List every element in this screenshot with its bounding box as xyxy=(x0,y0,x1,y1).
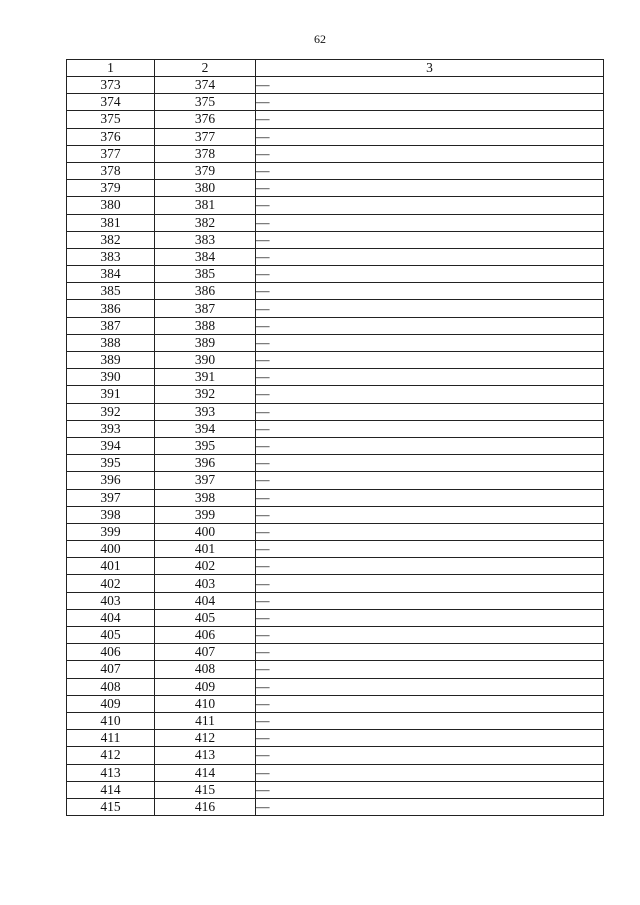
cell-col-1: 374 xyxy=(67,94,155,111)
cell-col-1: 405 xyxy=(67,627,155,644)
cell-col-3: — xyxy=(256,300,604,317)
cell-col-2: 385 xyxy=(155,266,256,283)
cell-col-1: 395 xyxy=(67,455,155,472)
cell-col-3: — xyxy=(256,558,604,575)
table-row xyxy=(67,403,604,420)
table-row xyxy=(67,798,604,815)
table-row xyxy=(67,180,604,197)
cell-col-1: 407 xyxy=(67,661,155,678)
table-row xyxy=(67,369,604,386)
table-row xyxy=(67,111,604,128)
cell-col-3: — xyxy=(256,592,604,609)
cell-col-3: — xyxy=(256,695,604,712)
cell-col-2: 403 xyxy=(155,575,256,592)
cell-col-1: 409 xyxy=(67,695,155,712)
table-row xyxy=(67,455,604,472)
cell-col-1: 373 xyxy=(67,77,155,94)
cell-col-2: 406 xyxy=(155,627,256,644)
cell-col-3: — xyxy=(256,94,604,111)
cell-col-3: — xyxy=(256,575,604,592)
cell-col-3: — xyxy=(256,437,604,454)
cell-col-3: — xyxy=(256,609,604,626)
table-row xyxy=(67,695,604,712)
table-row xyxy=(67,764,604,781)
cell-col-3: — xyxy=(256,489,604,506)
cell-col-1: 397 xyxy=(67,489,155,506)
cell-col-2: 377 xyxy=(155,128,256,145)
page-number: 62 xyxy=(314,32,326,46)
cell-col-2: 382 xyxy=(155,214,256,231)
cell-col-3: — xyxy=(256,644,604,661)
cell-col-1: 380 xyxy=(67,197,155,214)
data-table xyxy=(66,59,604,816)
cell-col-1: 385 xyxy=(67,283,155,300)
table-row xyxy=(67,558,604,575)
cell-col-2: 374 xyxy=(155,77,256,94)
cell-col-3: — xyxy=(256,523,604,540)
table-row xyxy=(67,678,604,695)
cell-col-3: — xyxy=(256,541,604,558)
cell-col-2: 379 xyxy=(155,162,256,179)
table-row xyxy=(67,730,604,747)
cell-col-3: — xyxy=(256,214,604,231)
cell-col-2: 410 xyxy=(155,695,256,712)
cell-col-1: 377 xyxy=(67,145,155,162)
cell-col-1: 412 xyxy=(67,747,155,764)
column-header-3: 3 xyxy=(256,60,604,77)
cell-col-3: — xyxy=(256,798,604,815)
cell-col-2: 414 xyxy=(155,764,256,781)
cell-col-1: 386 xyxy=(67,300,155,317)
table-row xyxy=(67,747,604,764)
cell-col-2: 408 xyxy=(155,661,256,678)
table-row xyxy=(67,523,604,540)
cell-col-2: 405 xyxy=(155,609,256,626)
cell-col-2: 397 xyxy=(155,472,256,489)
cell-col-2: 412 xyxy=(155,730,256,747)
table-row xyxy=(67,712,604,729)
cell-col-2: 380 xyxy=(155,180,256,197)
cell-col-1: 413 xyxy=(67,764,155,781)
table-row xyxy=(67,266,604,283)
table-row xyxy=(67,575,604,592)
table-row xyxy=(67,283,604,300)
cell-col-2: 401 xyxy=(155,541,256,558)
cell-col-3: — xyxy=(256,145,604,162)
cell-col-1: 410 xyxy=(67,712,155,729)
cell-col-3: — xyxy=(256,661,604,678)
cell-col-3: — xyxy=(256,248,604,265)
cell-col-1: 378 xyxy=(67,162,155,179)
cell-col-3: — xyxy=(256,283,604,300)
table-row xyxy=(67,609,604,626)
cell-col-1: 384 xyxy=(67,266,155,283)
cell-col-3: — xyxy=(256,455,604,472)
cell-col-2: 392 xyxy=(155,386,256,403)
cell-col-3: — xyxy=(256,334,604,351)
cell-col-1: 381 xyxy=(67,214,155,231)
table-row xyxy=(67,77,604,94)
cell-col-2: 390 xyxy=(155,352,256,369)
cell-col-3: — xyxy=(256,386,604,403)
cell-col-3: — xyxy=(256,420,604,437)
table-row xyxy=(67,386,604,403)
cell-col-2: 378 xyxy=(155,145,256,162)
cell-col-2: 375 xyxy=(155,94,256,111)
cell-col-3: — xyxy=(256,781,604,798)
table-row xyxy=(67,128,604,145)
table-row xyxy=(67,781,604,798)
cell-col-2: 404 xyxy=(155,592,256,609)
table-row xyxy=(67,352,604,369)
cell-col-3: — xyxy=(256,627,604,644)
cell-col-3: — xyxy=(256,712,604,729)
cell-col-1: 398 xyxy=(67,506,155,523)
cell-col-1: 394 xyxy=(67,437,155,454)
table-row xyxy=(67,94,604,111)
cell-col-1: 376 xyxy=(67,128,155,145)
cell-col-1: 389 xyxy=(67,352,155,369)
table-row xyxy=(67,334,604,351)
table-row xyxy=(67,489,604,506)
cell-col-1: 414 xyxy=(67,781,155,798)
cell-col-1: 411 xyxy=(67,730,155,747)
cell-col-3: — xyxy=(256,231,604,248)
column-header-1: 1 xyxy=(67,60,155,77)
cell-col-2: 411 xyxy=(155,712,256,729)
cell-col-3: — xyxy=(256,369,604,386)
cell-col-1: 392 xyxy=(67,403,155,420)
table-row xyxy=(67,162,604,179)
cell-col-1: 404 xyxy=(67,609,155,626)
table-row xyxy=(67,541,604,558)
cell-col-2: 393 xyxy=(155,403,256,420)
cell-col-2: 388 xyxy=(155,317,256,334)
table-row xyxy=(67,197,604,214)
cell-col-2: 389 xyxy=(155,334,256,351)
cell-col-1: 391 xyxy=(67,386,155,403)
cell-col-3: — xyxy=(256,764,604,781)
cell-col-2: 402 xyxy=(155,558,256,575)
cell-col-2: 394 xyxy=(155,420,256,437)
cell-col-1: 387 xyxy=(67,317,155,334)
table-row xyxy=(67,506,604,523)
cell-col-3: — xyxy=(256,77,604,94)
cell-col-1: 402 xyxy=(67,575,155,592)
cell-col-2: 400 xyxy=(155,523,256,540)
table-header xyxy=(67,60,604,77)
cell-col-1: 408 xyxy=(67,678,155,695)
cell-col-2: 391 xyxy=(155,369,256,386)
cell-col-2: 407 xyxy=(155,644,256,661)
table-row xyxy=(67,627,604,644)
cell-col-1: 406 xyxy=(67,644,155,661)
cell-col-2: 415 xyxy=(155,781,256,798)
table-row xyxy=(67,231,604,248)
table-row xyxy=(67,437,604,454)
cell-col-3: — xyxy=(256,678,604,695)
cell-col-3: — xyxy=(256,403,604,420)
cell-col-3: — xyxy=(256,162,604,179)
cell-col-2: 381 xyxy=(155,197,256,214)
table-row xyxy=(67,214,604,231)
cell-col-3: — xyxy=(256,111,604,128)
cell-col-2: 384 xyxy=(155,248,256,265)
cell-col-2: 383 xyxy=(155,231,256,248)
cell-col-1: 400 xyxy=(67,541,155,558)
cell-col-3: — xyxy=(256,730,604,747)
cell-col-1: 379 xyxy=(67,180,155,197)
table-row xyxy=(67,248,604,265)
cell-col-3: — xyxy=(256,197,604,214)
cell-col-2: 399 xyxy=(155,506,256,523)
table-row xyxy=(67,300,604,317)
cell-col-2: 398 xyxy=(155,489,256,506)
table-row xyxy=(67,420,604,437)
table-row xyxy=(67,592,604,609)
cell-col-1: 390 xyxy=(67,369,155,386)
cell-col-2: 387 xyxy=(155,300,256,317)
cell-col-3: — xyxy=(256,506,604,523)
cell-col-3: — xyxy=(256,317,604,334)
table-row xyxy=(67,472,604,489)
cell-col-2: 396 xyxy=(155,455,256,472)
cell-col-3: — xyxy=(256,472,604,489)
cell-col-1: 375 xyxy=(67,111,155,128)
cell-col-3: — xyxy=(256,266,604,283)
cell-col-3: — xyxy=(256,128,604,145)
cell-col-2: 413 xyxy=(155,747,256,764)
cell-col-3: — xyxy=(256,352,604,369)
cell-col-1: 396 xyxy=(67,472,155,489)
cell-col-1: 401 xyxy=(67,558,155,575)
cell-col-1: 399 xyxy=(67,523,155,540)
cell-col-2: 416 xyxy=(155,798,256,815)
cell-col-3: — xyxy=(256,747,604,764)
table-row xyxy=(67,317,604,334)
cell-col-3: — xyxy=(256,180,604,197)
cell-col-1: 403 xyxy=(67,592,155,609)
cell-col-1: 415 xyxy=(67,798,155,815)
table-row xyxy=(67,145,604,162)
table-row xyxy=(67,644,604,661)
cell-col-1: 393 xyxy=(67,420,155,437)
cell-col-1: 388 xyxy=(67,334,155,351)
cell-col-1: 382 xyxy=(67,231,155,248)
table-row xyxy=(67,661,604,678)
table-body xyxy=(67,77,604,816)
header-row xyxy=(67,60,604,77)
cell-col-2: 376 xyxy=(155,111,256,128)
cell-col-2: 395 xyxy=(155,437,256,454)
cell-col-2: 386 xyxy=(155,283,256,300)
cell-col-2: 409 xyxy=(155,678,256,695)
cell-col-1: 383 xyxy=(67,248,155,265)
column-header-2: 2 xyxy=(155,60,256,77)
